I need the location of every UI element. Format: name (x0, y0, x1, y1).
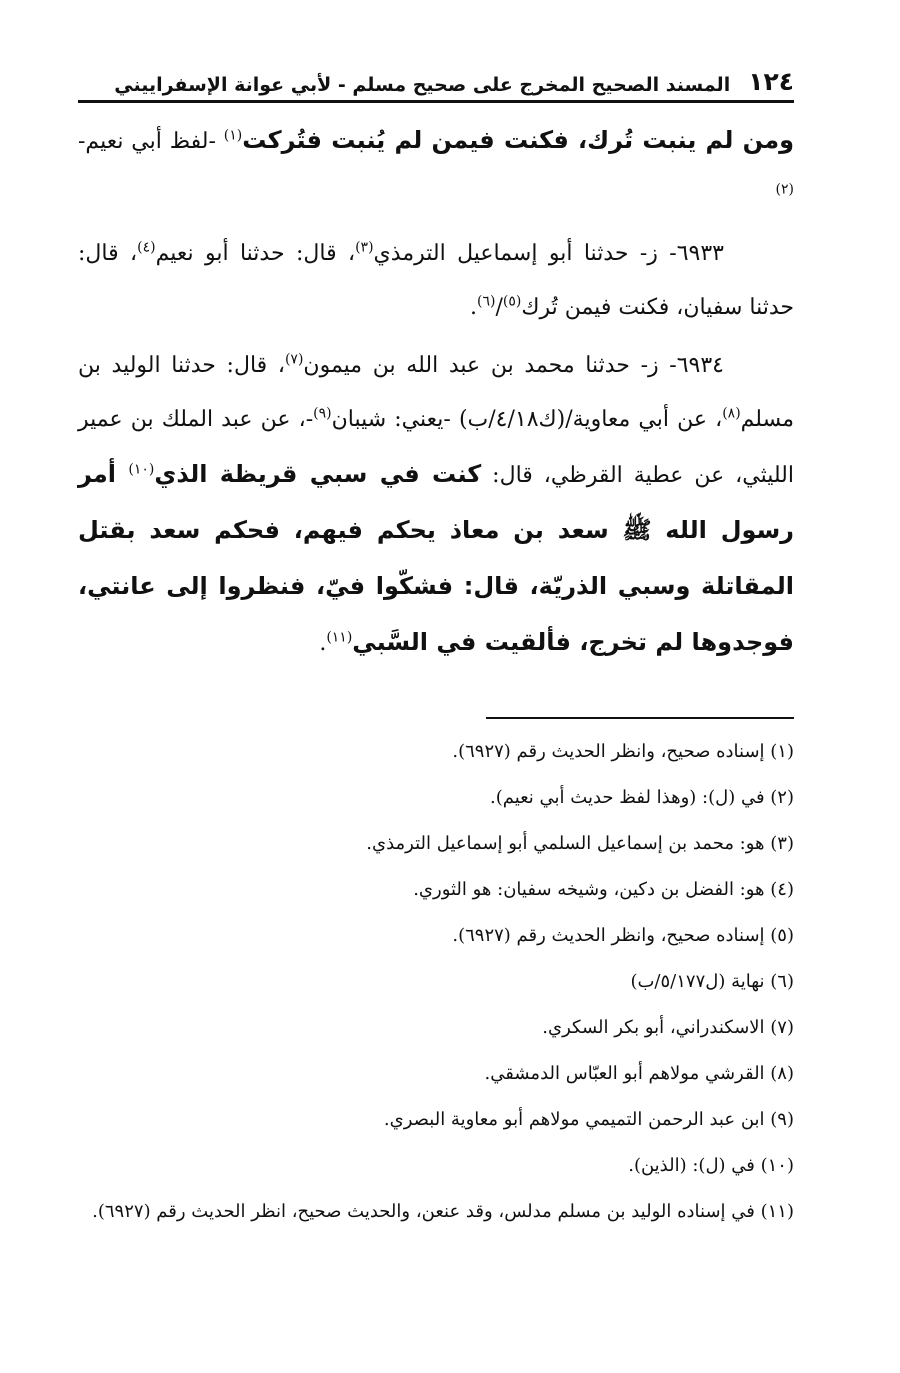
footnote-divider (486, 717, 794, 719)
footnotes-list (78, 729, 794, 1235)
hadith-6934-isnad-cont: ، قال: حدثنا الوليد بن مسلم (78, 353, 794, 432)
hadith-6934 (78, 339, 794, 671)
footnote-6: (٦) نهاية (ل٥/١٧٧/ب) (630, 971, 794, 992)
footnote-3: (٣) هو: محمد بن إسماعيل السلمي أبو إسماعيل الترمذي. (366, 833, 794, 854)
period: . (319, 631, 327, 656)
footnote-ref-7: (٧) (284, 351, 304, 368)
footnote-ref-6: (٦) (476, 293, 496, 310)
footnote-ref-4: (٤) (137, 239, 156, 256)
footnote-ref-10: (١٠) (128, 461, 155, 478)
footnote-8: (٨) القرشي مولاهم أبو العبّاس الدمشقي. (484, 1063, 794, 1084)
footnote-11: (١١) في إسناده الوليد بن مسلم مدلس، وقد عنعن، والحديث صحيح، انظر الحديث رقم (٦٩٢٧). (92, 1201, 794, 1222)
hadith-6934-matn-1: كنت في سبي قريظة الذي (154, 460, 482, 488)
hadith-matn-text: ومن لم ينبت تُرك، فكنت فيمن لم يُنبت فتُركت (242, 126, 794, 154)
footnote-ref-2: (٢) (775, 181, 794, 198)
footnote-ref-1: (١) (223, 127, 243, 144)
footnote-ref-11: (١١) (326, 629, 353, 646)
hadith-6934-isnad: ٦٩٣٤- ز- حدثنا محمد بن عبد الله بن ميمون (303, 353, 724, 378)
footnote-ref-8: (٨) (722, 405, 741, 422)
slash-separator: / (495, 295, 503, 320)
footnote-10: (١٠) في (ل): (الذين). (628, 1155, 794, 1176)
hadith-6933-isnad: ٦٩٣٣- ز- حدثنا أبو إسماعيل الترمذي (373, 241, 724, 266)
hadith-6934-matn-2: أمر رسول الله ﷺ سعد بن معاذ يحكم فيهم، فحكم سعد بقتل المقاتلة وسبي الذريّة، قال: فشكّوا فيّ، فنظروا إلى عانتي، فوجدوها لم تخرج، فألقيت في السَّبي (78, 460, 794, 656)
footnote-7: (٧) الاسكندراني، أبو بكر السكري. (542, 1017, 794, 1038)
footnote-ref-9: (٩) (313, 405, 332, 422)
main-text (78, 113, 794, 671)
footnote-5: (٥) إسناده صحيح، وانظر الحديث رقم (٦٩٢٧). (452, 925, 794, 946)
footnote-ref-3: (٣) (355, 239, 374, 256)
footnote-1: (١) إسناده صحيح، وانظر الحديث رقم (٦٩٢٧). (452, 741, 794, 762)
footnote-2: (٢) في (ل): (وهذا لفظ حديث أبي نعيم). (489, 787, 794, 808)
paragraph-1-text: -لفظ أبي نعيم- (78, 129, 224, 154)
hadith-6934-isnad-cont-3: -، عن عبد الملك بن عمير الليثي، عن عطية القرظي، قال: (78, 407, 794, 488)
paragraph-1 (78, 113, 794, 223)
footnote-9: (٩) ابن عبد الرحمن التميمي مولاهم أبو معاوية البصري. (383, 1109, 794, 1130)
footnote-ref-5: (٥) (502, 293, 522, 310)
footnote-4: (٤) هو: الفضل بن دكين، وشيخه سفيان: هو الثوري. (413, 879, 794, 900)
book-page (78, 62, 794, 1235)
hadith-6933-text: ، قال: حدثنا سفيان، فكنت فيمن تُرك (78, 241, 794, 320)
page-header (78, 62, 794, 103)
period: . (469, 295, 477, 320)
hadith-6934-isnad-cont-2: ، عن أبي معاوية/(ك٤/١٨/ب) -يعني: شيبان (331, 407, 723, 432)
hadith-6933 (78, 227, 794, 335)
hadith-6933-isnad-cont: ، قال: حدثنا أبو نعيم (155, 241, 356, 266)
running-title: المسند الصحيح المخرج على صحيح مسلم - لأبي عوانة الإسفراييني (114, 74, 731, 96)
page-number: ١٢٤ (748, 67, 794, 96)
